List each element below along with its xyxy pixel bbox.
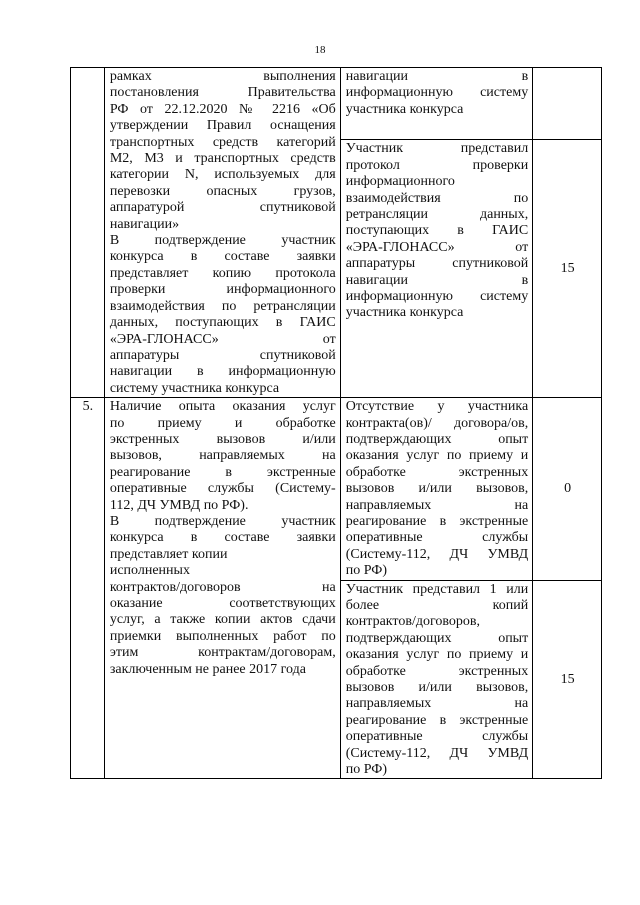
text-line: (Систему-112, ДЧ УМВД	[345, 546, 529, 562]
text-line: экстренных вызовов и/или	[109, 431, 336, 447]
text-line: перевозки опасных грузов,	[109, 183, 336, 199]
row-number	[71, 68, 105, 398]
text-line: информационного	[345, 174, 455, 190]
condition-cell	[340, 580, 533, 779]
text-line: контрактов/договоров на	[109, 579, 336, 595]
text-line: (Систему-112, ДЧ УМВД	[345, 745, 529, 761]
text-line: 112, ДЧ УМВД по РФ).	[109, 497, 249, 513]
text-line: категории N, используемых для	[109, 167, 336, 183]
text-line: реагирование в экстренные	[109, 464, 336, 480]
text-line: оперативные службы	[345, 530, 529, 546]
text-line: утверждении Правил оснащения	[109, 118, 336, 134]
text-line: навигации в информационную	[109, 364, 336, 380]
text-line: оперативные службы (Систему-	[109, 481, 336, 497]
text-line: вызовов, направляемых на	[109, 448, 336, 464]
text-line: Участник представил 1 или	[345, 581, 529, 597]
text-line: постановления Правительства	[109, 85, 336, 101]
text-line: рамках выполнения	[109, 69, 336, 84]
text-line: Отсутствие у участника	[345, 399, 529, 415]
text-line: этим контрактам/договорам,	[109, 645, 336, 661]
text-line: приемки выполненных работ по	[109, 628, 336, 644]
text-line: аппаратуры спутниковой	[345, 256, 529, 272]
text-line: «ЭРА-ГЛОНАСС» от	[109, 331, 336, 347]
text-line: навигации»	[109, 216, 180, 232]
text-line: информационную систему	[345, 289, 529, 304]
table-row	[71, 398, 602, 580]
text-line: транспортных средств категорий	[109, 134, 336, 150]
text-line: М2, М3 и транспортных средств	[109, 151, 336, 167]
text-line: участника конкурса	[345, 305, 464, 321]
text-line: обработке экстренных	[345, 663, 529, 679]
score-cell	[533, 68, 602, 140]
text-line: навигации в	[345, 272, 529, 288]
text-line: конкурса в составе заявки	[109, 249, 336, 265]
text-line: по приему и обработке	[109, 415, 336, 431]
text-line: вызовов и/или вызовов,	[345, 680, 529, 696]
text-line: взаимодействия по	[345, 190, 529, 206]
text-line: представляет копии	[109, 546, 228, 562]
text-line: реагирование в экстренные	[345, 513, 529, 529]
text-line: протокол проверки	[345, 157, 529, 173]
condition-cell	[340, 68, 533, 140]
text-line: оказания услуг по приему и	[345, 647, 529, 663]
text-line: навигации в	[345, 69, 529, 84]
score-cell: 15	[533, 140, 602, 398]
text-line: исполненных	[109, 563, 190, 579]
text-line: подтверждающих опыт	[345, 431, 529, 447]
text-line: проверки информационного	[109, 282, 336, 298]
page-number: 18	[314, 44, 326, 56]
text-line: реагирование в экстренные	[345, 712, 529, 728]
text-line: аппаратурой спутниковой	[109, 200, 336, 216]
text-line: контрактов/договоров,	[345, 614, 480, 630]
text-line: контракта(ов)/ договора/ов,	[345, 415, 529, 431]
text-line: услуг, а также копии актов сдачи	[109, 612, 336, 628]
table-row	[71, 68, 602, 140]
row-number: 5.	[71, 398, 105, 779]
text-line: подтверждающих опыт	[345, 630, 529, 646]
text-line: конкурса в составе заявки	[109, 530, 336, 546]
score-cell: 15	[533, 580, 602, 779]
text-line: ретрансляции данных,	[345, 206, 529, 222]
text-line: В подтверждение участник	[109, 513, 336, 529]
text-line: Наличие опыта оказания услуг	[109, 399, 336, 415]
text-line: представляет копию протокола	[109, 265, 336, 281]
criterion-cell	[104, 398, 340, 779]
text-line: более копий	[345, 598, 529, 613]
text-line: оперативные службы	[345, 729, 529, 745]
text-line: оказания услуг по приему и	[345, 448, 529, 464]
score-cell: 0	[533, 398, 602, 580]
text-line: данных, поступающих в ГАИС	[109, 315, 336, 331]
text-line: по РФ)	[345, 563, 387, 579]
text-line: аппаратуры спутниковой	[109, 347, 336, 363]
text-line: вызовов и/или вызовов,	[345, 481, 529, 497]
text-line: В подтверждение участник	[109, 233, 336, 249]
text-line: обработке экстренных	[345, 464, 529, 480]
criterion-cell	[104, 68, 340, 398]
text-line: направляемых на	[345, 696, 529, 712]
condition-cell	[340, 140, 533, 398]
condition-cell	[340, 398, 533, 580]
text-line: Участник представил	[345, 141, 529, 157]
text-line: заключенным не ранее 2017 года	[109, 661, 306, 677]
text-line: РФ от 22.12.2020 № 2216 «Об	[109, 101, 336, 117]
text-line: по РФ)	[345, 762, 387, 778]
text-line: систему участника конкурса	[109, 380, 280, 396]
criteria-table	[70, 67, 602, 779]
text-line: информационную систему	[345, 85, 529, 101]
text-line: «ЭРА-ГЛОНАСС» от	[345, 239, 529, 255]
text-line: направляемых на	[345, 497, 529, 513]
text-line: участника конкурса	[345, 101, 464, 117]
text-line: взаимодействия по ретрансляции	[109, 298, 336, 314]
text-line: оказание соответствующих	[109, 596, 336, 611]
text-line: поступающих в ГАИС	[345, 223, 529, 239]
